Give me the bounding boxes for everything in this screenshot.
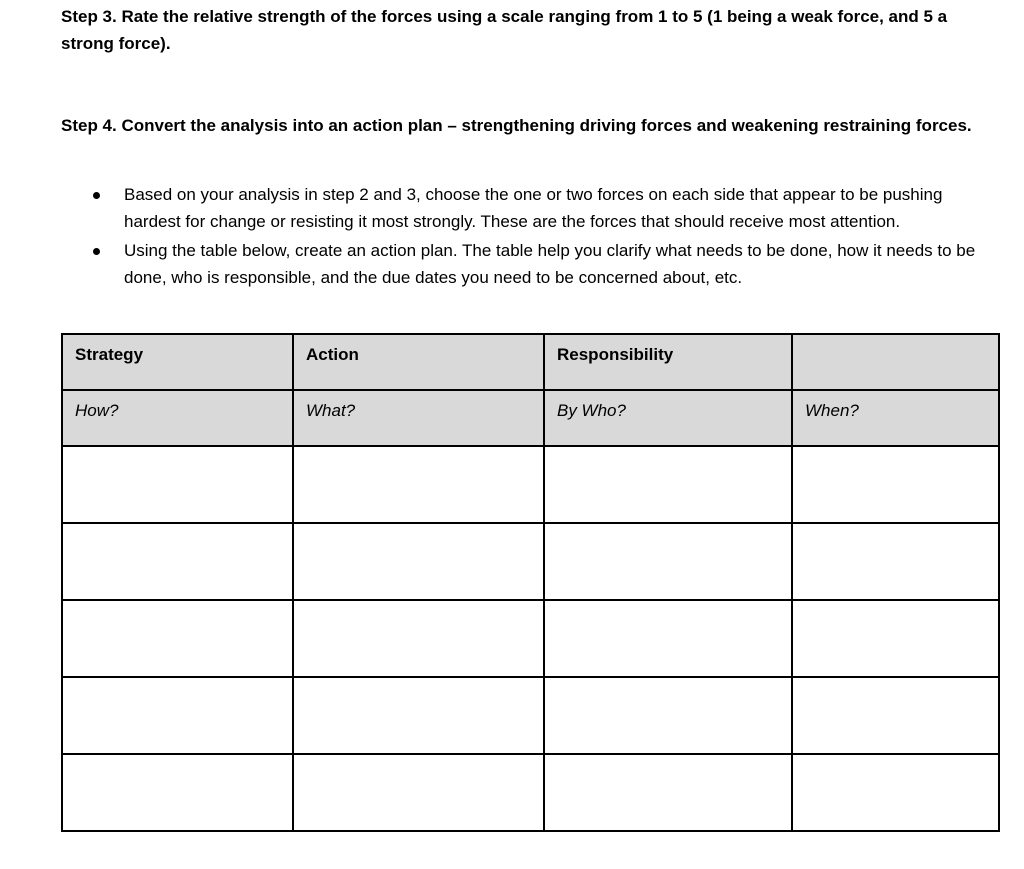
table-cell[interactable] [544, 523, 792, 600]
table-row [62, 754, 999, 831]
table-row [62, 446, 999, 523]
table-cell[interactable] [62, 523, 293, 600]
table-cell[interactable] [544, 754, 792, 831]
instruction-text: Based on your analysis in step 2 and 3, choose the one or two forces on each side that appear to be pushing hardest for change or resisting it most strongly. These are the forces that should receive most attention. [124, 185, 943, 231]
table-cell[interactable] [293, 754, 544, 831]
table-cell[interactable] [544, 600, 792, 677]
table-cell[interactable] [62, 677, 293, 754]
table-cell[interactable] [293, 523, 544, 600]
table-subheader-row [62, 390, 999, 446]
header-responsibility: Responsibility [544, 334, 792, 390]
table-row [62, 523, 999, 600]
table-cell[interactable] [544, 677, 792, 754]
table-cell[interactable] [544, 446, 792, 523]
header-empty [792, 334, 999, 390]
table-cell[interactable] [792, 677, 999, 754]
subheader-by-who: By Who? [544, 390, 792, 446]
table-header-row [62, 334, 999, 390]
table-cell[interactable] [792, 600, 999, 677]
table-cell[interactable] [293, 677, 544, 754]
table-cell[interactable] [62, 600, 293, 677]
header-strategy: Strategy [62, 334, 293, 390]
instruction-list [61, 181, 998, 293]
table-cell[interactable] [293, 600, 544, 677]
table-row [62, 677, 999, 754]
bullet-icon [93, 248, 100, 255]
table-cell[interactable] [792, 754, 999, 831]
header-action: Action [293, 334, 544, 390]
bullet-icon [93, 192, 100, 199]
step3-heading: Step 3. Rate the relative strength of the forces using a scale ranging from 1 to 5 (1 being a weak force, and 5 a strong force). [61, 7, 948, 53]
instruction-item [61, 237, 998, 291]
action-plan-table [61, 333, 1000, 832]
subheader-when: When? [792, 390, 999, 446]
step4-heading: Step 4. Convert the analysis into an action plan – strengthening driving forces and weakening restraining forces. [61, 116, 972, 135]
table-cell[interactable] [62, 446, 293, 523]
table-cell[interactable] [62, 754, 293, 831]
table-cell[interactable] [792, 446, 999, 523]
table-cell[interactable] [792, 523, 999, 600]
table-row [62, 600, 999, 677]
instruction-text: Using the table below, create an action plan. The table help you clarify what needs to be done, how it needs to be done, who is responsible, and the due dates you need to be concerned about, etc. [124, 241, 976, 287]
subheader-how: How? [62, 390, 293, 446]
table-cell[interactable] [293, 446, 544, 523]
instruction-item [61, 181, 998, 235]
subheader-what: What? [293, 390, 544, 446]
